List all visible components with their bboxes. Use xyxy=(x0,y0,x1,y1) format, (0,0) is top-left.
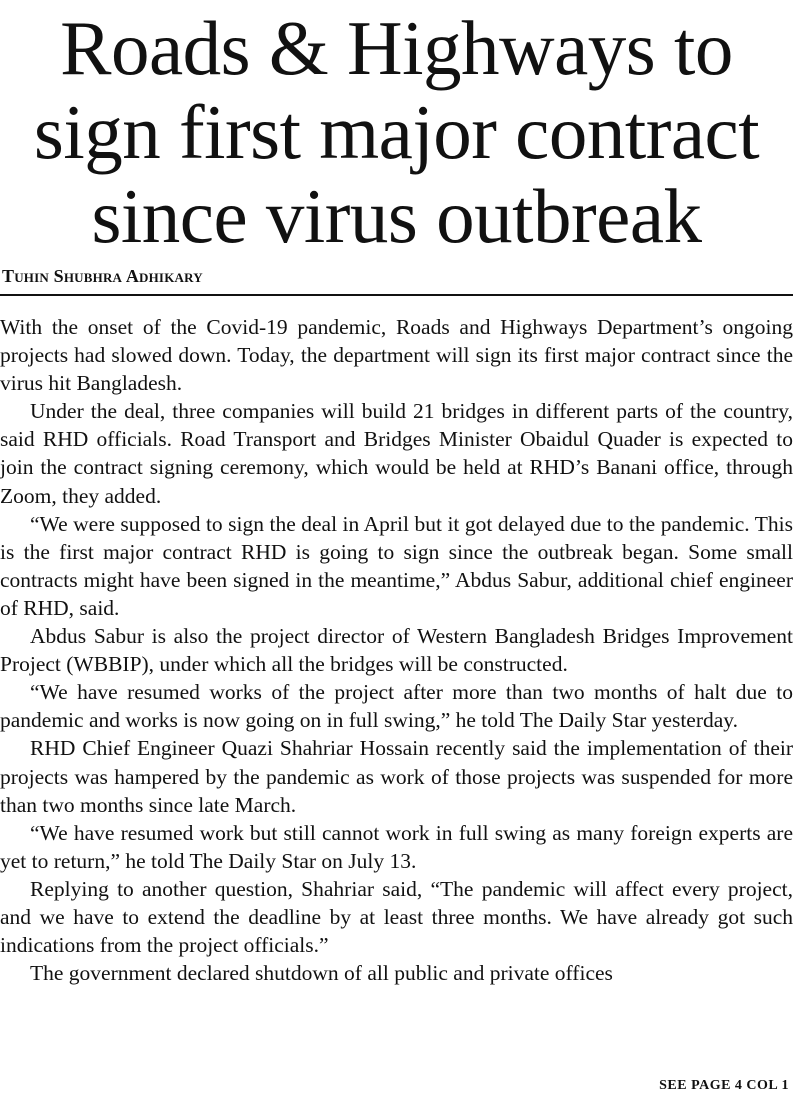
article-body xyxy=(0,313,793,987)
paragraph-9: The government declared shutdown of all public and private offices xyxy=(30,961,613,986)
paragraph-8: Replying to another question, Shahriar said, “The pandemic will affect every project, and we have to extend the deadline by at least three months. We have already got such indications from the project officials.” xyxy=(0,876,793,958)
continuation-jump-line: SEE PAGE 4 COL 1 xyxy=(659,1078,789,1093)
paragraph-1: With the onset of the Covid-19 pandemic, Roads and Highways Department’s ongoing projects had slowed down. Today, the department will sign its first major contract since the virus hit Bangladesh. xyxy=(0,315,793,396)
paragraph-7: “We have resumed work but still cannot work in full swing as many foreign experts are yet to return,” he told The Daily Star on July 13. xyxy=(0,820,793,873)
paragraph-5: “We have resumed works of the project after more than two months of halt due to pandemic and works is now going on in full swing,” he told The Daily Star yesterday. xyxy=(0,680,793,733)
headline-line-2: sign first major contract xyxy=(33,89,760,175)
headline-line-1: Roads & Highways to xyxy=(60,5,733,91)
headline xyxy=(0,6,793,258)
paragraph-2: Under the deal, three companies will build 21 bridges in different parts of the country, said RHD officials. Road Transport and Bridges Minister Obaidul Quader is expected to join the contract signing ceremony, which would be held at RHD’s Banani office, through Zoom, they added. xyxy=(0,399,793,508)
byline: Tuhin Shubhra Adhikary xyxy=(2,266,203,286)
paragraph-6: RHD Chief Engineer Quazi Shahriar Hossain recently said the implementation of their projects was hampered by the pandemic as work of those projects was suspended for more than two months since late March. xyxy=(0,736,793,817)
paragraph-3: “We were supposed to sign the deal in April but it got delayed due to the pandemic. This is the first major contract RHD is going to sign since the outbreak began. Some small contracts might have been signed in the meantime,” Abdus Sabur, additional chief engineer of RHD, said. xyxy=(0,511,793,620)
byline-divider xyxy=(0,294,793,296)
paragraph-4: Abdus Sabur is also the project director of Western Bangladesh Bridges Improvement Project (WBBIP), under which all the bridges will be constructed. xyxy=(0,624,793,677)
headline-line-3: since virus outbreak xyxy=(91,173,702,259)
